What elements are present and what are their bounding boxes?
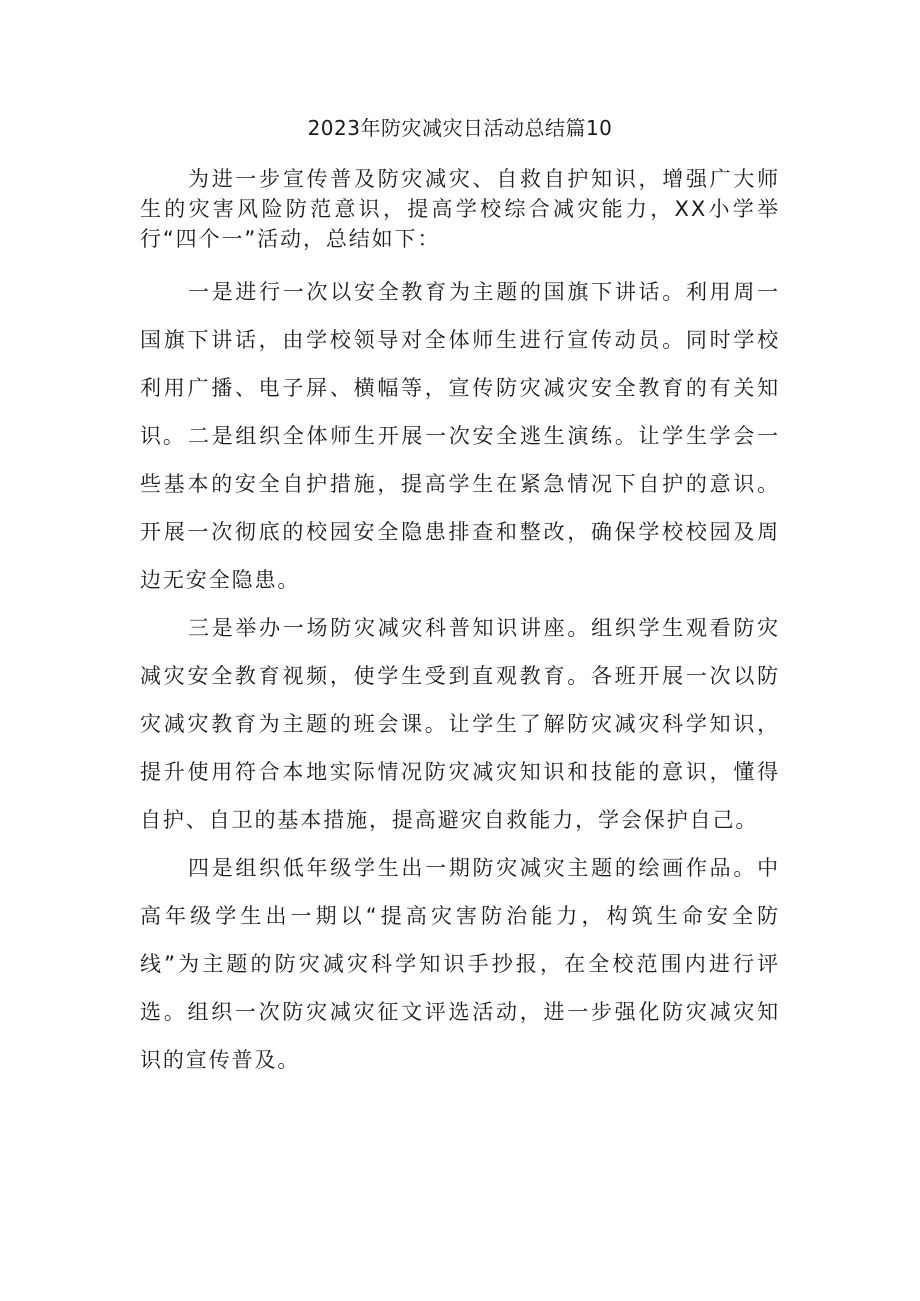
paragraph-activity-1: 一是进行一次以安全教育为主题的国旗下讲话。利用周一国旗下讲话，由学校领导对全体师生进行宣传动员。同时学校利用广播、电子屏、横幅等，宣传防灾减灾安全教育的有关知识。 [140, 280, 780, 448]
document-title: 2023年防灾减灾日活动总结篇10 [307, 116, 613, 140]
paragraph-activity-4: 四是组织低年级学生出一期防灾减灾主题的绘画作品。中高年级学生出一期以“提高灾害防治能力，构筑生命安全防线”为主题的防灾减灾科学知识手抄报，在全校范围内进行评选。组织一次防灾减灾征文评选活动，进一步强化防灾减灾知识的宣传普及。 [140, 856, 780, 1072]
paragraph-activity-3: 三是举办一场防灾减灾科普知识讲座。组织学生观看防灾减灾安全教育视频，使学生受到直观教育。各班开展一次以防灾减灾教育为主题的班会课。让学生了解防灾减灾科学知识，提升使用符合本地实际情况防灾减灾知识和技能的意识，懂得自护、自卫的基本措施，提高避灾自救能力，学会保护自己。 [140, 616, 780, 832]
paragraph-intro: 为进一步宣传普及防灾减灾、自救自护知识，增强广大师生的灾害风险防范意识，提高学校综合减灾能力，XX小学举行“四个一”活动，总结如下： [140, 167, 780, 251]
paragraph-activity-2: 二是组织全体师生开展一次安全逃生演练。让学生学会一些基本的安全自护措施，提高学生在紧急情况下自护的意识。开展一次彻底的校园安全隐患排查和整改，确保学校校园及周边无安全隐患。 [140, 424, 780, 592]
